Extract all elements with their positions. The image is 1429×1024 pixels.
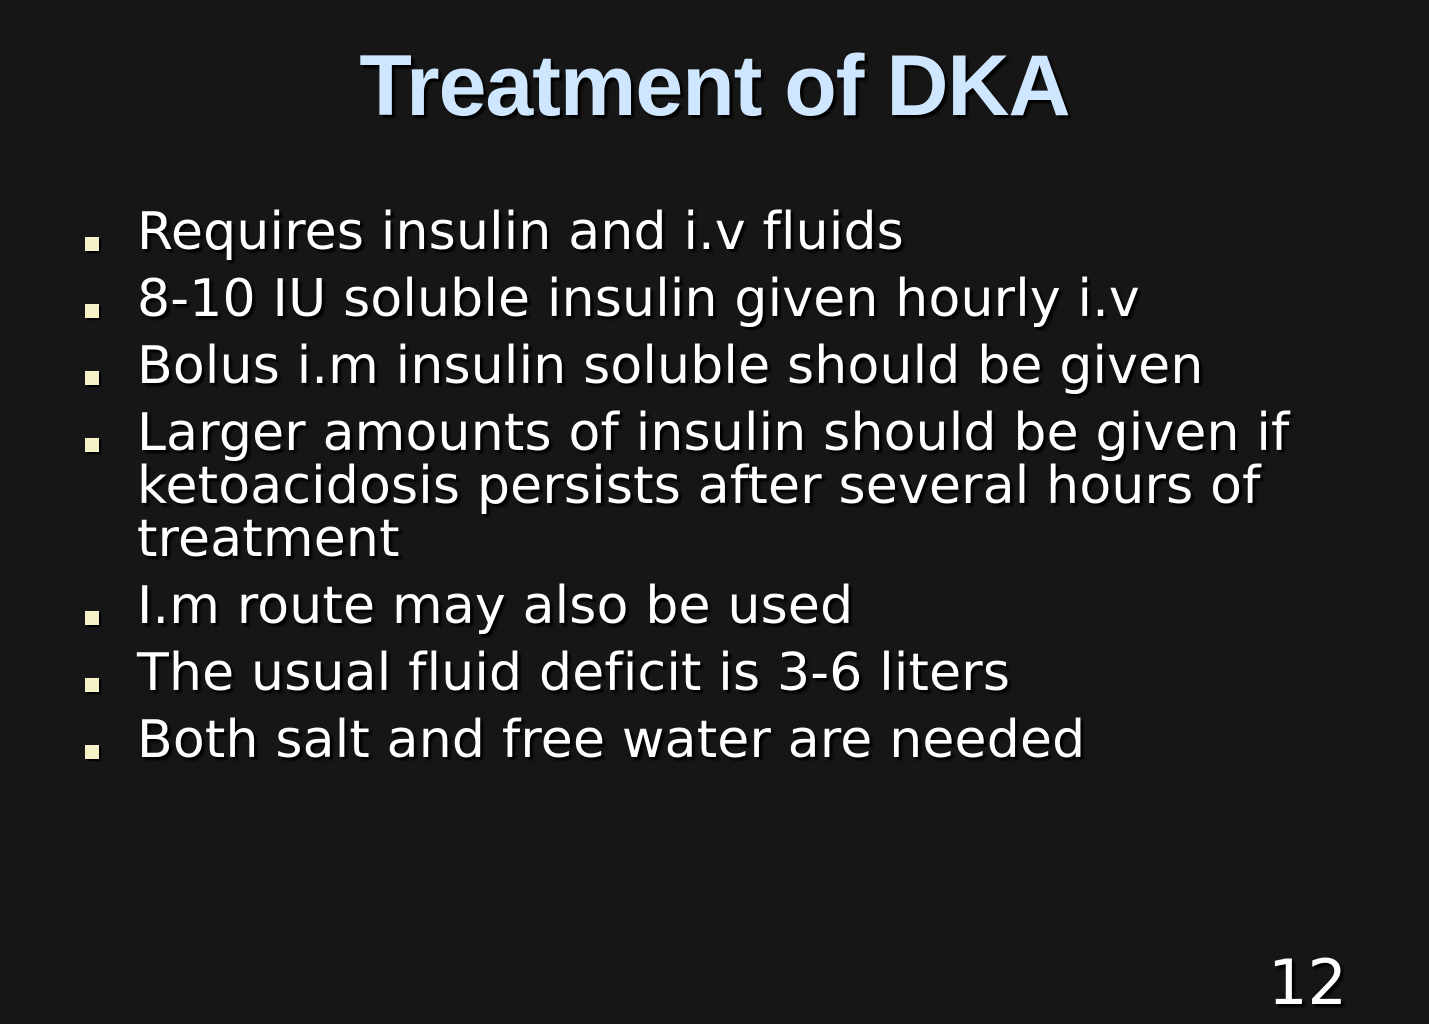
- bullet-text: 8-10 IU soluble insulin given hourly i.v: [137, 269, 1140, 329]
- slide-number: 12: [1268, 946, 1347, 1019]
- bullet-item: [84, 643, 1364, 703]
- bullet-text: Requires insulin and i.v fluids: [137, 202, 904, 262]
- bullet-item: [84, 269, 1364, 329]
- square-bullet-icon: [85, 304, 99, 318]
- bullet-text: Larger amounts of insulin should be given if ketoacidosis persists after several hours of treatment: [137, 403, 1290, 569]
- square-bullet-icon: [85, 371, 99, 385]
- bullet-item: [84, 710, 1364, 770]
- square-bullet-icon: [85, 237, 99, 251]
- bullet-text: I.m route may also be used: [137, 576, 854, 636]
- bullet-item: [84, 403, 1364, 569]
- square-bullet-icon: [85, 678, 99, 692]
- bullet-text: Both salt and free water are needed: [137, 710, 1086, 770]
- slide-title: Treatment of DKA: [359, 38, 1070, 134]
- square-bullet-icon: [85, 611, 99, 625]
- bullet-item: [84, 576, 1364, 636]
- bullet-item: [84, 336, 1364, 396]
- square-bullet-icon: [85, 745, 99, 759]
- bullet-item: [84, 202, 1364, 262]
- square-bullet-icon: [85, 438, 99, 452]
- bullet-text: The usual fluid deficit is 3-6 liters: [137, 643, 1011, 703]
- bullet-text: Bolus i.m insulin soluble should be given: [137, 336, 1204, 396]
- bullet-list: [84, 202, 1364, 781]
